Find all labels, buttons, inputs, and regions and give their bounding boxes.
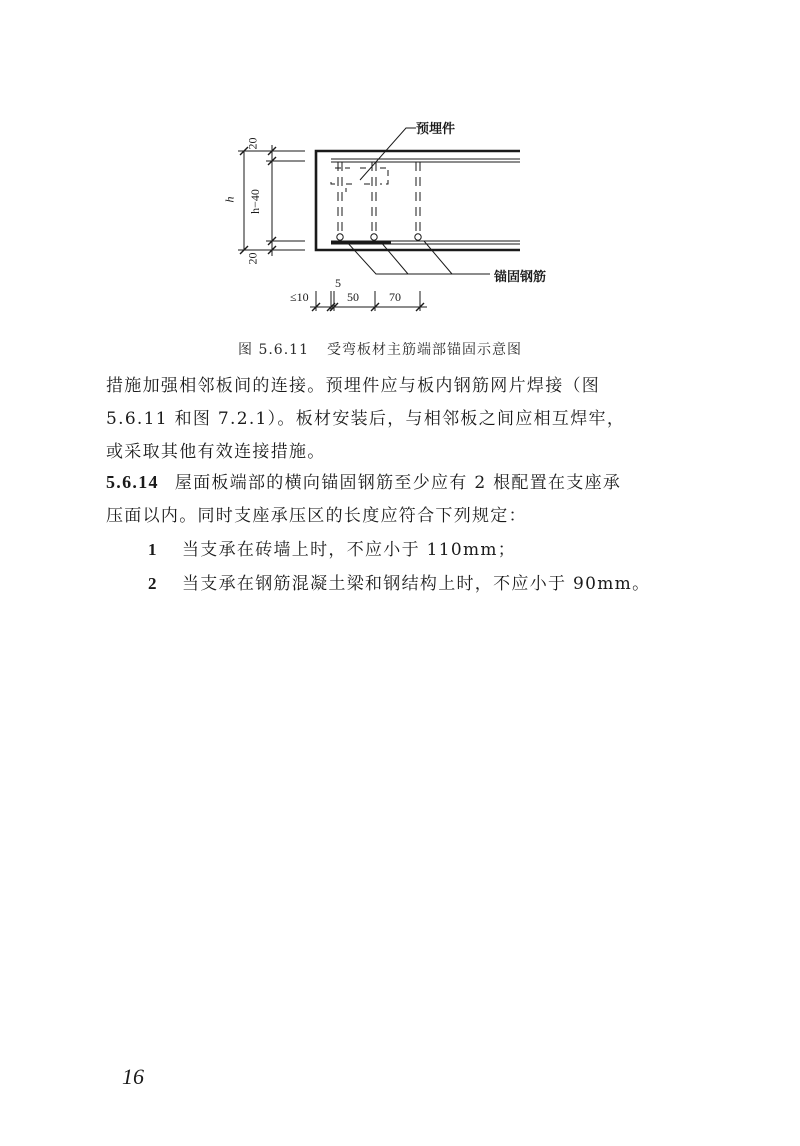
text-line: 屋面板端部的横向锚固钢筋至少应有 2 根配置在支座承 [174, 473, 622, 493]
figure-title: 受弯板材主筋端部锚固示意图 [326, 342, 522, 358]
dim-inner-height: h−40 [247, 189, 262, 214]
dim-spacing-2: 70 [389, 290, 401, 304]
clause-first-line [106, 466, 706, 500]
callout-anchor-bars: 锚固钢筋 [494, 270, 547, 285]
figure-caption [238, 339, 522, 359]
list-item [106, 533, 706, 567]
dim-top-cover: 20 [245, 137, 260, 150]
dim-edge-max: ≤10 [290, 290, 309, 304]
list-item-number: 1 [148, 540, 158, 559]
anchorage-diagram [220, 110, 560, 325]
text-line: 压面以内。同时支座承压区的长度应符合下列规定： [106, 506, 527, 526]
text-line: 措施加强相邻板间的连接。预埋件应与板内钢筋网片焊接（图 [106, 376, 601, 396]
dim-total-height: h [222, 196, 237, 203]
callout-embedded-part: 预埋件 [416, 122, 456, 137]
list-item [106, 567, 706, 601]
list-item-text: 当支承在钢筋混凝土梁和钢结构上时，不应小于 90mm。 [182, 574, 651, 594]
list-item-number: 2 [148, 574, 158, 593]
clause-5-6-14 [106, 466, 706, 601]
text-line: 或采取其他有效连接措施。 [106, 442, 326, 462]
paragraph-continuation [106, 370, 706, 469]
clause-number: 5.6.14 [106, 472, 159, 492]
page-number: 16 [122, 1064, 144, 1089]
dim-bar-offset: 5 [335, 276, 341, 290]
list-item-text: 当支承在砖墙上时，不应小于 110mm； [182, 540, 517, 560]
text-line: 5.6.11 和图 7.2.1）。板材安装后，与相邻板之间应相互焊牢， [106, 409, 626, 429]
dim-spacing-1: 50 [347, 290, 359, 304]
dim-bottom-cover: 20 [245, 252, 260, 265]
figure-number: 图 5.6.11 [238, 342, 309, 358]
